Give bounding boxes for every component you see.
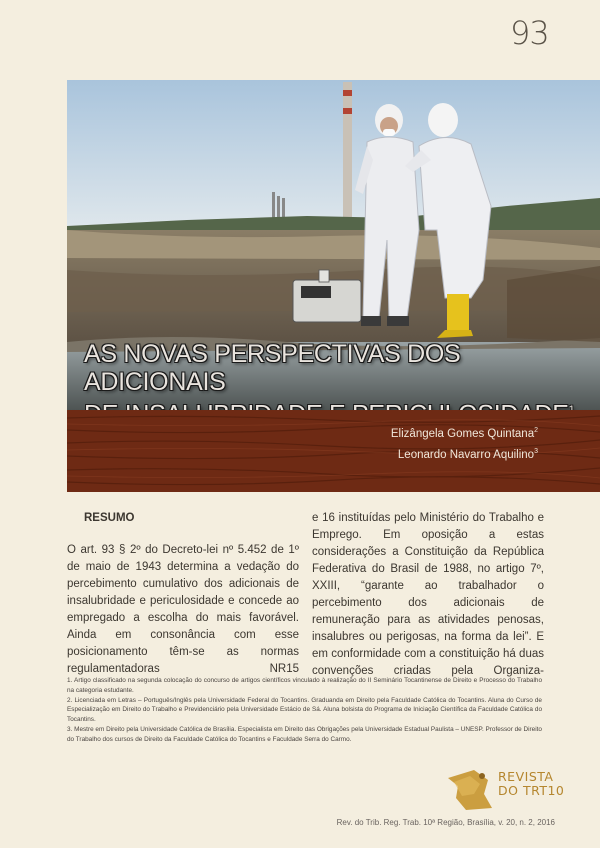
author-1-footnote-ref: 2 (534, 427, 538, 434)
footnote-2: 2. Licenciada em Letras – Português/Inglês pela Universidade Federal do Tocantins. Graduanda em Direito pela Faculdade Católica do Tocantins. Aluna do Curso de Especialização em Direito do Trabalho e Previdenciário pela Universidade Estácio de Sá. Aluna bolsista do Programa de Iniciação Científica da Faculdade Católica do Tocantins. (67, 696, 542, 724)
logo-text (498, 770, 564, 798)
footnotes (67, 676, 542, 745)
footnote-3: 3. Mestre em Direito pela Universidade Católica de Brasília. Especialista em Direito das Obrigações pela Universidade Estadual Paulista – UNESP. Professor de Direito do Trabalho dos cursos de Direito da Faculdade Católica do Tocantins e Faculdade Serra do Carmo. (67, 725, 542, 743)
resumo-heading: RESUMO (84, 512, 135, 524)
page-footer: Rev. do Trib. Reg. Trab. 10ª Região, Brasília, v. 20, n. 2, 2016 (336, 818, 555, 827)
logo-text-line-1: REVISTA (498, 769, 554, 784)
author-2-name: Leonardo Navarro Aquilino (397, 448, 535, 461)
author-2-footnote-ref: 3 (534, 447, 538, 455)
author-1 (391, 422, 538, 443)
author-1-name: Elizângela Gomes Quintana (390, 427, 535, 440)
page-number: 93 (510, 14, 549, 52)
left-column-text: O art. 93 § 2º do Decreto-lei nº 5.452 de 1º de maio de 1943 determina a vedação do percebimento cumulativo dos adicionais de insalubridade e periculosidade e concede ao empregado a escolha do mais favorável. Ainda em consonância com esse posicionamento têm-se as normas regulamentadoras NR15 (67, 544, 299, 675)
article-title-line-1: AS NOVAS PERSPECTIVAS DOS ADICIONAIS (84, 340, 461, 396)
right-column-text: e 16 instituídas pelo Ministério do Trabalho e Emprego. Em oposição a estas considerações a Constituição da República Federativa do Brasil de 1988, no artigo 7º, XXIII, “garante ao trabalhador o percebimento dos adicionais de remuneração para as atividades penosas, insalubres ou perigosas, na forma da lei”. E em conformidade com a constituição há duas convenções criadas pela Organiza- (312, 512, 544, 677)
authors (391, 422, 538, 464)
author-2 (391, 443, 538, 464)
logo-text-line-2: DO TRT10 (498, 783, 565, 798)
footnote-1: 1. Artigo classificado na segunda colocação do concurso de artigos científicos vinculado à realização do II Seminário Tocantinense de Direito e Processo do Trabalho na categoria estudante. (67, 677, 542, 694)
